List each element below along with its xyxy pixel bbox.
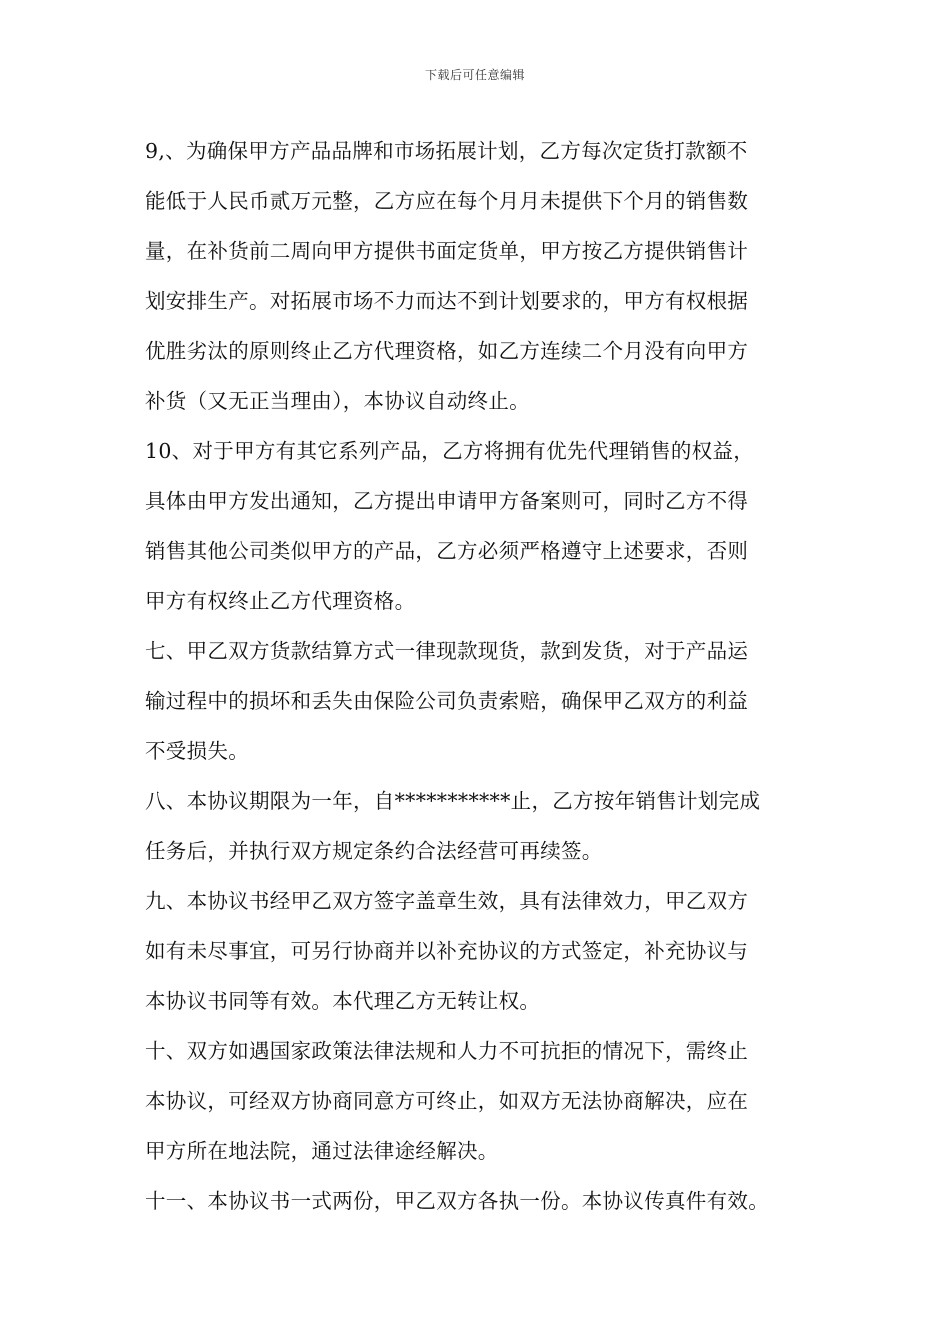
page-header: 下载后可任意编辑: [424, 68, 525, 82]
paragraph-section-7: [145, 626, 810, 776]
paragraph-clause-9: [145, 126, 810, 426]
text-line: 九、本协议书经甲乙双方签字盖章生效，具有法律效力，甲乙双方: [145, 889, 749, 913]
text-line: 十一、本协议书一式两份，甲乙双方各执一份。本协议传真件有效。: [145, 1189, 769, 1213]
text-line: 输过程中的损坏和丢失由保险公司负责索赔，确保甲乙双方的利益: [145, 689, 749, 713]
text-line: 任务后，并执行双方规定条约合法经营可再续签。: [145, 839, 603, 863]
text-line: 十、双方如遇国家政策法律法规和人力不可抗拒的情况下，需终止: [145, 1039, 749, 1063]
paragraph-section-9: [145, 876, 810, 1026]
text-line: 如有未尽事宜，可另行协商并以补充协议的方式签定，补充协议与: [145, 939, 749, 963]
text-line: 能低于人民币贰万元整，乙方应在每个月月未提供下个月的销售数: [145, 189, 749, 213]
text-line: 甲方有权终止乙方代理资格。: [145, 589, 416, 613]
text-line: 补货（又无正当理由），本协议自动终止。: [145, 389, 530, 413]
text-line: 本协议，可经双方协商同意方可终止，如双方无法协商解决，应在: [145, 1089, 749, 1113]
document-body: [145, 126, 810, 1226]
text-line: 八、本协议期限为一年，自***********止，乙方按年销售计划完成: [145, 789, 761, 813]
paragraph-section-11: [145, 1176, 810, 1226]
text-line: 9,、为确保甲方产品品牌和市场拓展计划，乙方每次定货打款额不: [145, 139, 748, 163]
text-line: 本协议书同等有效。本代理乙方无转让权。: [145, 989, 541, 1013]
text-line: 优胜劣汰的原则终止乙方代理资格，如乙方连续二个月没有向甲方: [145, 339, 749, 363]
text-line: 甲方所在地法院，通过法律途经解决。: [145, 1139, 499, 1163]
paragraph-section-10: [145, 1026, 810, 1176]
text-line: 具体由甲方发出通知，乙方提出申请甲方备案则可，同时乙方不得: [145, 489, 749, 513]
text-line: 不受损失。: [145, 739, 249, 763]
paragraph-section-8: [145, 776, 810, 876]
text-line: 划安排生产。对拓展市场不力而达不到计划要求的，甲方有权根据: [145, 289, 749, 313]
text-line: 量，在补货前二周向甲方提供书面定货单，甲方按乙方提供销售计: [145, 239, 749, 263]
paragraph-clause-10: [145, 426, 810, 626]
text-line: 10、对于甲方有其它系列产品，乙方将拥有优先代理销售的权益，: [145, 439, 755, 463]
text-line: 七、甲乙双方货款结算方式一律现款现货，款到发货，对于产品运: [145, 639, 749, 663]
text-line: 销售其他公司类似甲方的产品，乙方必须严格遵守上述要求，否则: [145, 539, 749, 563]
